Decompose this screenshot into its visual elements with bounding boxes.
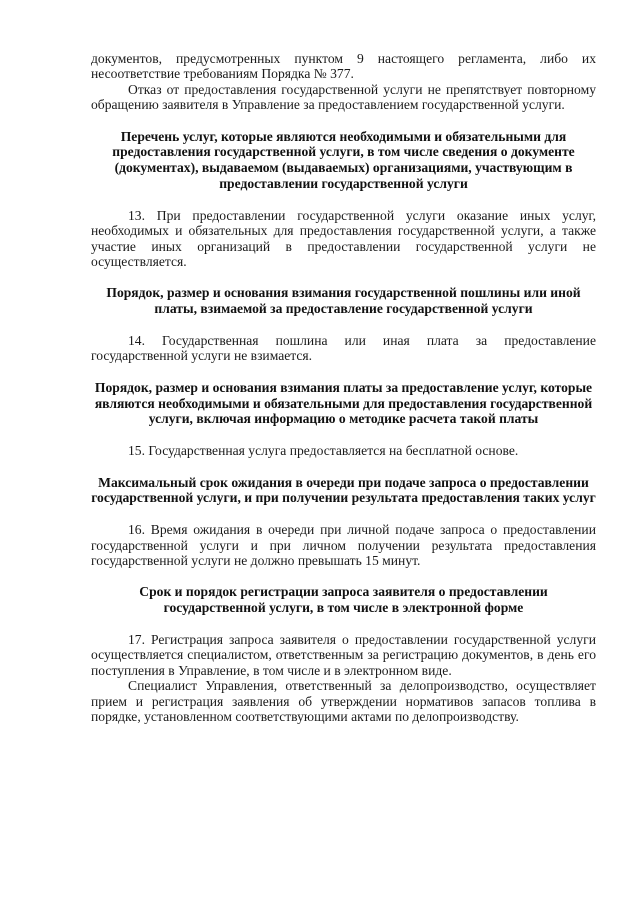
spacer: [91, 506, 596, 522]
spacer: [91, 616, 596, 632]
section-heading-registration: Срок и порядок регистрации запроса заявителя о предоставлении государственной услуги, в том числе в электронной форме: [139, 584, 548, 616]
section-heading-required-services: Перечень услуг, которые являются необходимыми и обязательными для предоставления государственной услуги, в том числе сведения о документе (документах), выдаваемом (выдаваемых) организациями, участвующим в предоставлении государственной услуги: [112, 128, 575, 192]
section-heading-state-duty: Порядок, размер и основания взимания государственной пошлины или иной платы, взимаемой за предоставление государственной услуги: [106, 285, 581, 317]
section-heading-queue-time: Максимальный срок ожидания в очереди при подаче запроса о предоставлении государственной услуги, и при получении результата предоставления таких услуг: [91, 474, 596, 506]
paragraph-13: 13. При предоставлении государственной услуги оказание иных услуг, необходимых и обязательных для предоставления государственной услуги, а также участие иных организаций в предоставлении государственной услуги не осуществляется.: [91, 207, 596, 270]
intro-paragraph-refusal: Отказ от предоставления государственной услуги не препятствует повторному обращению заявителя в Управление за предоставлением государственной услуги.: [91, 81, 596, 113]
paragraph-14: 14. Государственная пошлина или иная плата за предоставление государственной услуги не взимается.: [91, 333, 596, 364]
spacer: [91, 317, 596, 333]
document-body: [91, 51, 596, 724]
spacer: [91, 192, 596, 208]
spacer: [91, 427, 596, 443]
spacer: [91, 568, 596, 584]
paragraph-17: 17. Регистрация запроса заявителя о предоставлении государственной услуги осуществляется специалистом, ответственным за регистрацию документов, в день его поступления в Управление, в том числе и в электронном виде.: [91, 632, 596, 678]
paragraph-17-specialist: Специалист Управления, ответственный за делопроизводство, осуществляет прием и регистрация заявления об утверждении нормативов запасов топлива в порядке, установленном соответствующими актами по делопроизводству.: [91, 678, 596, 725]
section-heading-service-fees: Порядок, размер и основания взимания платы за предоставление услуг, которые являются необходимыми и обязательными для предоставления государственной услуги, включая информацию о методике расчета такой платы: [94, 379, 593, 427]
intro-paragraph-continuation: документов, предусмотренных пунктом 9 настоящего регламента, либо их несоответствие требованиям Порядка № 377.: [91, 51, 596, 82]
paragraph-15: 15. Государственная услуга предоставляется на бесплатной основе.: [128, 443, 519, 459]
spacer: [91, 113, 596, 129]
spacer: [91, 459, 596, 475]
spacer: [91, 364, 596, 380]
spacer: [91, 269, 596, 285]
paragraph-16: 16. Время ожидания в очереди при личной подаче запроса о предоставлении государственной услуги и при личном получении результата предоставления государственной услуги не должно превышать 15 минут.: [91, 522, 596, 569]
